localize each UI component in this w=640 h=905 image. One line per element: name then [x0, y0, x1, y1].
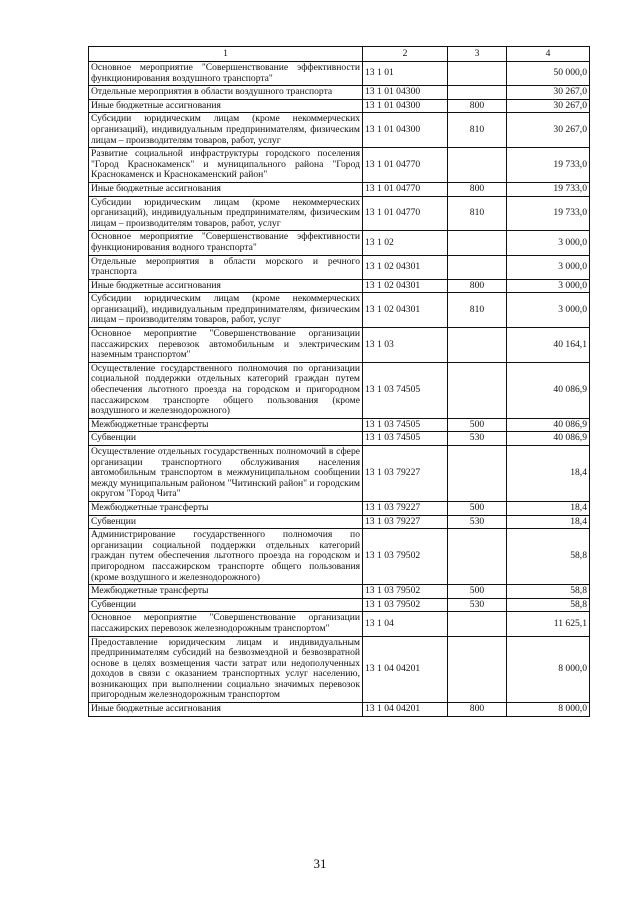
table-row	[89, 598, 590, 612]
table-row	[89, 148, 590, 183]
row-code: 13 1 01	[363, 62, 448, 86]
row-type: 530	[448, 515, 507, 529]
row-type	[448, 612, 507, 636]
row-amount: 40 086,9	[507, 418, 590, 432]
row-name: Иные бюджетные ассигнования	[89, 703, 363, 717]
table-row	[89, 446, 590, 502]
table-row	[89, 182, 590, 196]
row-code: 13 1 01 04300	[363, 86, 448, 100]
table-row	[89, 255, 590, 279]
row-name: Иные бюджетные ассигнования	[89, 182, 363, 196]
row-amount: 58,8	[507, 585, 590, 599]
row-name: Иные бюджетные ассигнования	[89, 99, 363, 113]
page-number: 31	[313, 856, 327, 871]
header-col-3: 3	[448, 47, 507, 62]
row-code: 13 1 03	[363, 328, 448, 363]
row-amount: 58,8	[507, 529, 590, 585]
header-col-2: 2	[363, 47, 448, 62]
row-amount: 19 733,0	[507, 182, 590, 196]
row-amount: 18,4	[507, 446, 590, 502]
row-code: 13 1 02	[363, 231, 448, 255]
row-type	[448, 62, 507, 86]
row-type	[448, 328, 507, 363]
row-name: Отдельные мероприятия в области воздушного транспорта	[89, 86, 363, 100]
row-code: 13 1 01 04300	[363, 113, 448, 148]
row-code: 13 1 01 04300	[363, 99, 448, 113]
row-name: Администрирование государственного полномочия по организации социальной поддержки отдельных категорий граждан путем обеспечения льготного проезда на городском и пригородном пассажирском транспорте общего пользования (кроме воздушного и железнодорожного)	[89, 529, 363, 585]
row-name: Основное мероприятие "Совершенствование эффективности функционирования водного транспорта"	[89, 231, 363, 255]
table-row	[89, 328, 590, 363]
table-row	[89, 418, 590, 432]
row-type	[448, 446, 507, 502]
row-type: 500	[448, 418, 507, 432]
header-col-1: 1	[89, 47, 363, 62]
table-row	[89, 62, 590, 86]
row-type: 500	[448, 501, 507, 515]
table-row	[89, 612, 590, 636]
row-amount: 8 000,0	[507, 636, 590, 703]
row-name: Субвенции	[89, 432, 363, 446]
row-name: Основное мероприятие "Совершенствование организации пассажирских перевозок автомобильным и электрическим наземным транспортом"	[89, 328, 363, 363]
row-amount: 3 000,0	[507, 231, 590, 255]
row-type: 810	[448, 196, 507, 231]
row-type: 810	[448, 293, 507, 328]
row-type: 500	[448, 585, 507, 599]
table-row	[89, 86, 590, 100]
row-code: 13 1 03 79227	[363, 515, 448, 529]
row-code: 13 1 04	[363, 612, 448, 636]
row-amount: 40 164,1	[507, 328, 590, 363]
row-name: Субсидии юридическим лицам (кроме некоммерческих организаций), индивидуальным предпринимателям, физическим лицам – производителям товаров, работ, услуг	[89, 113, 363, 148]
row-amount: 18,4	[507, 501, 590, 515]
row-type	[448, 148, 507, 183]
row-code: 13 1 03 79502	[363, 598, 448, 612]
row-name: Межбюджетные трансферты	[89, 501, 363, 515]
row-type: 800	[448, 703, 507, 717]
table-row	[89, 293, 590, 328]
budget-table	[88, 46, 590, 717]
table-row	[89, 515, 590, 529]
row-name: Субвенции	[89, 515, 363, 529]
row-type: 810	[448, 113, 507, 148]
row-name: Субсидии юридическим лицам (кроме некоммерческих организаций), индивидуальным предпринимателям, физическим лицам – производителям товаров, работ, услуг	[89, 293, 363, 328]
row-amount: 8 000,0	[507, 703, 590, 717]
row-code: 13 1 02 04301	[363, 255, 448, 279]
row-type: 800	[448, 99, 507, 113]
row-name: Межбюджетные трансферты	[89, 585, 363, 599]
table-row	[89, 529, 590, 585]
row-amount: 3 000,0	[507, 293, 590, 328]
row-type	[448, 255, 507, 279]
table-row	[89, 703, 590, 717]
row-code: 13 1 04 04201	[363, 703, 448, 717]
row-amount: 19 733,0	[507, 196, 590, 231]
table-row	[89, 432, 590, 446]
row-name: Отдельные мероприятия в области морского и речного транспорта	[89, 255, 363, 279]
row-type: 530	[448, 598, 507, 612]
table-row	[89, 501, 590, 515]
row-amount: 18,4	[507, 515, 590, 529]
header-col-4: 4	[507, 47, 590, 62]
row-amount: 3 000,0	[507, 255, 590, 279]
row-name: Межбюджетные трансферты	[89, 418, 363, 432]
row-amount: 11 625,1	[507, 612, 590, 636]
row-name: Субвенции	[89, 598, 363, 612]
row-amount: 19 733,0	[507, 148, 590, 183]
table-row	[89, 279, 590, 293]
row-amount: 30 267,0	[507, 99, 590, 113]
row-amount: 50 000,0	[507, 62, 590, 86]
row-name: Развитие социальной инфраструктуры городского поселения "Город Краснокаменск" и муниципального района "Город Краснокаменск и Краснокаменский район"	[89, 148, 363, 183]
row-code: 13 1 03 74505	[363, 432, 448, 446]
row-code: 13 1 03 74505	[363, 362, 448, 418]
row-name: Предоставление юридическим лицам и индивидуальным предпринимателям субсидий на безвозмездной и безвозвратной основе в целях возмещения части затрат или недополученных доходов в связи с оказанием транспортных услуг населению, возникающих при выполнении социально значимых перевозок пригородным железнодорожным транспортом	[89, 636, 363, 703]
row-amount: 30 267,0	[507, 113, 590, 148]
row-code: 13 1 03 79227	[363, 446, 448, 502]
table-row	[89, 99, 590, 113]
row-code: 13 1 01 04770	[363, 182, 448, 196]
table-header-row	[89, 47, 590, 62]
table-row	[89, 231, 590, 255]
row-type	[448, 362, 507, 418]
row-name: Осуществление отдельных государственных полномочий в сфере организации транспортного обслуживания населения автомобильным транспортом в межмуниципальном сообщении между муниципальным районом "Читинский район" и городским округом "Город Чита"	[89, 446, 363, 502]
row-amount: 40 086,9	[507, 432, 590, 446]
row-name: Основное мероприятие "Совершенствование организации пассажирских перевозок железнодорожным транспортом"	[89, 612, 363, 636]
row-name: Иные бюджетные ассигнования	[89, 279, 363, 293]
table-row	[89, 585, 590, 599]
row-code: 13 1 03 79502	[363, 585, 448, 599]
row-amount: 30 267,0	[507, 86, 590, 100]
row-name: Осуществление государственного полномочия по организации социальной поддержки отдельных категорий граждан путем обеспечения льготного проезда на городском и пригородном пассажирском транспорте общего пользования (кроме воздушного и железнодорожного)	[89, 362, 363, 418]
table-row	[89, 113, 590, 148]
row-code: 13 1 03 79502	[363, 529, 448, 585]
row-code: 13 1 01 04770	[363, 196, 448, 231]
row-type: 800	[448, 279, 507, 293]
row-name: Основное мероприятие "Совершенствование эффективности функционирования воздушного транспорта"	[89, 62, 363, 86]
row-type	[448, 231, 507, 255]
row-type: 800	[448, 182, 507, 196]
row-type	[448, 86, 507, 100]
row-amount: 58,8	[507, 598, 590, 612]
row-code: 13 1 04 04201	[363, 636, 448, 703]
row-amount: 40 086,9	[507, 362, 590, 418]
row-type: 530	[448, 432, 507, 446]
table-row	[89, 196, 590, 231]
row-code: 13 1 01 04770	[363, 148, 448, 183]
row-type	[448, 529, 507, 585]
table-row	[89, 636, 590, 703]
row-name: Субсидии юридическим лицам (кроме некоммерческих организаций), индивидуальным предпринимателям, физическим лицам – производителям товаров, работ, услуг	[89, 196, 363, 231]
row-amount: 3 000,0	[507, 279, 590, 293]
row-code: 13 1 02 04301	[363, 279, 448, 293]
row-code: 13 1 03 74505	[363, 418, 448, 432]
table-row	[89, 362, 590, 418]
row-code: 13 1 03 79227	[363, 501, 448, 515]
row-code: 13 1 02 04301	[363, 293, 448, 328]
row-type	[448, 636, 507, 703]
